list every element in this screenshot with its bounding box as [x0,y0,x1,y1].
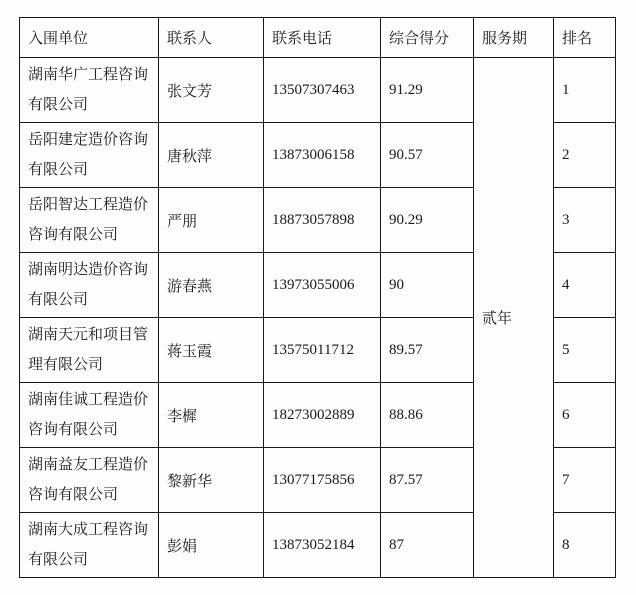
cell-phone: 13077175856 [264,448,381,513]
cell-contact: 蒋玉霞 [159,318,264,383]
header-phone: 联系电话 [264,18,381,58]
cell-score: 90 [381,253,474,318]
table-row [20,58,616,123]
cell-contact: 李樨 [159,383,264,448]
bid-results-table [19,17,616,578]
cell-rank: 3 [554,188,616,253]
header-contact: 联系人 [159,18,264,58]
cell-score: 91.29 [381,58,474,123]
cell-rank: 4 [554,253,616,318]
cell-contact: 张文芳 [159,58,264,123]
cell-rank: 1 [554,58,616,123]
cell-contact: 黎新华 [159,448,264,513]
cell-phone: 13873052184 [264,513,381,578]
header-company: 入围单位 [20,18,159,58]
cell-service-period: 贰年 [474,58,554,578]
cell-company: 湖南天元和项目管理有限公司 [20,318,159,383]
header-score: 综合得分 [381,18,474,58]
cell-company: 岳阳建定造价咨询有限公司 [20,123,159,188]
cell-company: 岳阳智达工程造价咨询有限公司 [20,188,159,253]
cell-company: 湖南益友工程造价咨询有限公司 [20,448,159,513]
cell-company: 湖南大成工程咨询有限公司 [20,513,159,578]
cell-phone: 13575011712 [264,318,381,383]
cell-rank: 7 [554,448,616,513]
cell-contact: 游春燕 [159,253,264,318]
header-service-period: 服务期 [474,18,554,58]
cell-company: 湖南明达造价咨询有限公司 [20,253,159,318]
cell-score: 89.57 [381,318,474,383]
cell-phone: 13873006158 [264,123,381,188]
cell-company: 湖南华广工程咨询有限公司 [20,58,159,123]
cell-contact: 彭娟 [159,513,264,578]
cell-score: 88.86 [381,383,474,448]
table-header-row [20,18,616,58]
header-rank: 排名 [554,18,616,58]
cell-score: 87 [381,513,474,578]
cell-score: 87.57 [381,448,474,513]
cell-rank: 5 [554,318,616,383]
cell-rank: 8 [554,513,616,578]
cell-company: 湖南佳诚工程造价咨询有限公司 [20,383,159,448]
cell-rank: 2 [554,123,616,188]
cell-phone: 18273002889 [264,383,381,448]
cell-contact: 唐秋萍 [159,123,264,188]
cell-phone: 13507307463 [264,58,381,123]
cell-score: 90.29 [381,188,474,253]
cell-phone: 18873057898 [264,188,381,253]
cell-contact: 严朋 [159,188,264,253]
cell-score: 90.57 [381,123,474,188]
cell-phone: 13973055006 [264,253,381,318]
cell-rank: 6 [554,383,616,448]
